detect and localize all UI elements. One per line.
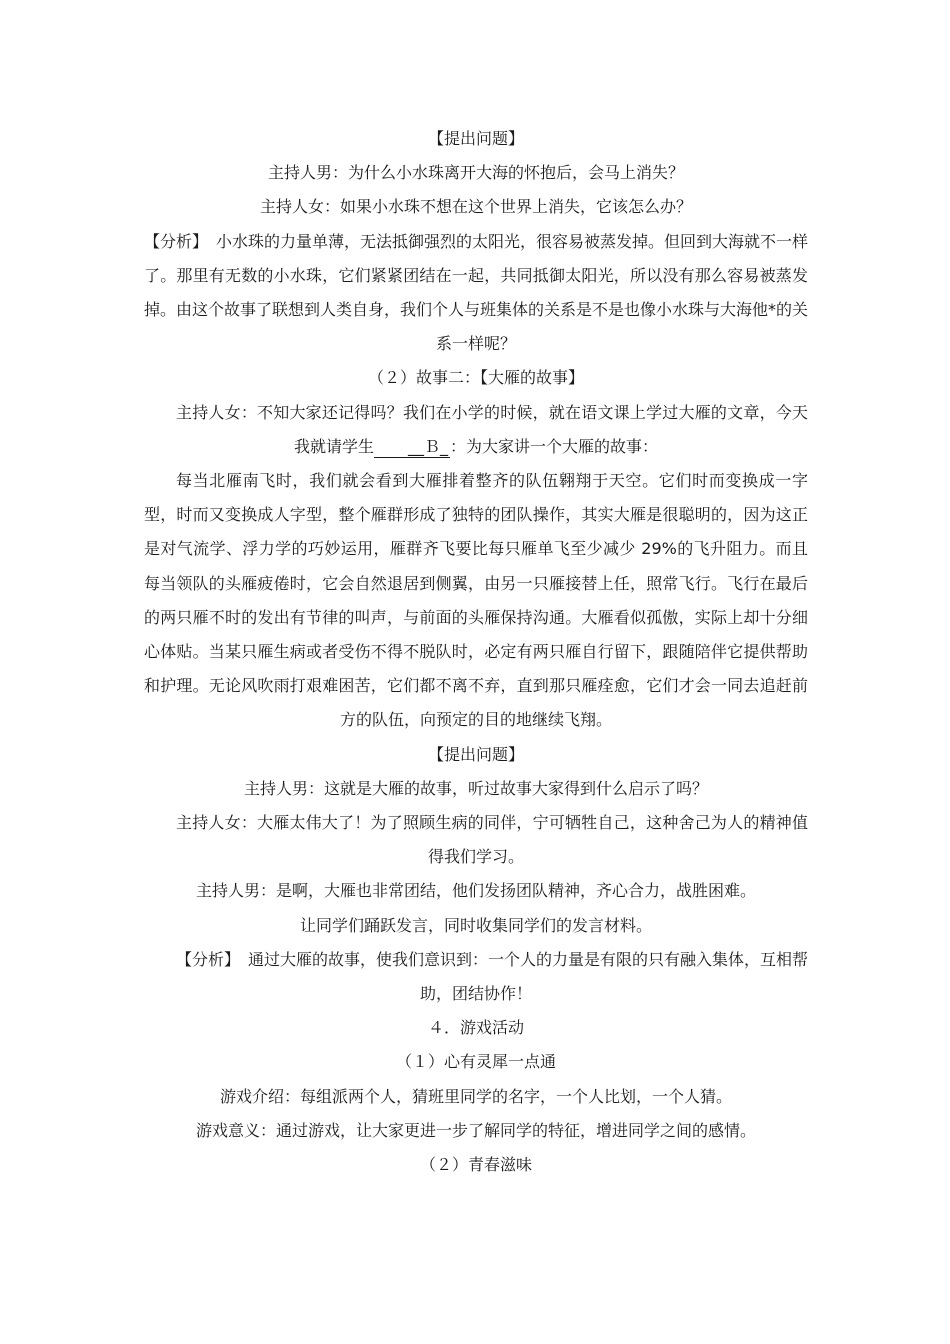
story-intro: [144, 396, 808, 464]
game-1-meaning: 游戏意义：通过游戏，让大家更进一步了解同学的特征，增进同学之间的感情。: [195, 1120, 756, 1140]
question-female: 主持人女：如果小水珠不想在这个世界上消失，它该怎么办？: [259, 197, 692, 217]
story-body: 每当北雁南飞时，我们就会看到大雁排着整齐的队伍翱翔于天空。它们时而变换成一字型，时而又变换成人字型，整个雁群形成了独特的团队操作，其实大雁是很聪明的，因为这正是对气流学、浮力学的巧妙运用，雁群齐飞要比每只雁单飞至少减少 29%的飞升阻力。而且每当领队的头雁疲倦时，它会自然退居到侧翼，由另一只雁接替上任，照常飞行。飞行在最后的两只雁不时的发出有节律的叫声，与前面的头雁保持沟通。大雁看似孤傲，实际上却十分细心体贴。当某只雁生病或者受伤不得不脱队时，必定有两只雁自行留下，跟随陪伴它提供帮助和护理。无论风吹雨打艰难困苦，它们都不离不弃，直到那只雁痊愈，它们才会一同去追赶前方的队伍，向预定的目的地继续飞翔。: [144, 471, 808, 730]
section-heading: 【提出问题】: [427, 129, 524, 148]
game-1-title: （１）心有灵犀一点通: [395, 1052, 556, 1072]
analysis-paragraph: 【分析】 小水珠的力量单薄，无法抵御强烈的太阳光，很容易被蒸发掉。但回到大海就不一样了。那里有无数的小水珠，它们紧紧团结在一起，共同抵御太阳光，所以没有那么容易被蒸发掉。由这个故事了联想到人类自身，我们个人与班集体的关系是不是也像小水珠与大海他*的关系一样呢？: [144, 231, 809, 354]
game-2-title: （２）青春滋味: [419, 1155, 532, 1175]
host-male-line-1: 主持人男：这就是大雁的故事，听过故事大家得到什么启示了吗？: [243, 778, 708, 798]
story-intro-text: 主持人女：不知大家还记得吗？我们在小学的时候，就在语文课上学过大雁的文章，今天我就请学生: [176, 402, 808, 456]
story-title: （２）故事二：【大雁的故事】: [367, 368, 584, 388]
game-1-intro: 游戏介绍：每组派两个人，猜班里同学的名字，一个人比划，一个人猜。: [219, 1086, 732, 1106]
student-blank: __Ｂ_: [374, 437, 450, 458]
discussion-note: 让同学们踊跃发言，同时收集同学们的发言材料。: [299, 915, 652, 935]
game-section-heading: ４．游戏活动: [427, 1018, 524, 1038]
section-heading-2: 【提出问题】: [427, 744, 524, 764]
analysis-paragraph-2: 【分析】 通过大雁的故事，使我们意识到：一个人的力量是有限的只有融入集体，互相帮助，团结协作！: [176, 949, 809, 1004]
story-intro-text-end: ：为大家讲一个大雁的故事：: [450, 436, 659, 456]
host-female-line-1: 主持人女：大雁太伟大了！为了照顾生病的同伴，宁可牺牲自己，这种舍己为人的精神值得我们学习。: [176, 813, 808, 867]
question-male: 主持人男：为什么小水珠离开大海的怀抱后，会马上消失？: [267, 163, 684, 183]
host-male-line-2: 主持人男：是啊，大雁也非常团结，他们发扬团队精神，齐心合力，战胜困难。: [195, 881, 756, 901]
document-page: [144, 122, 808, 1182]
